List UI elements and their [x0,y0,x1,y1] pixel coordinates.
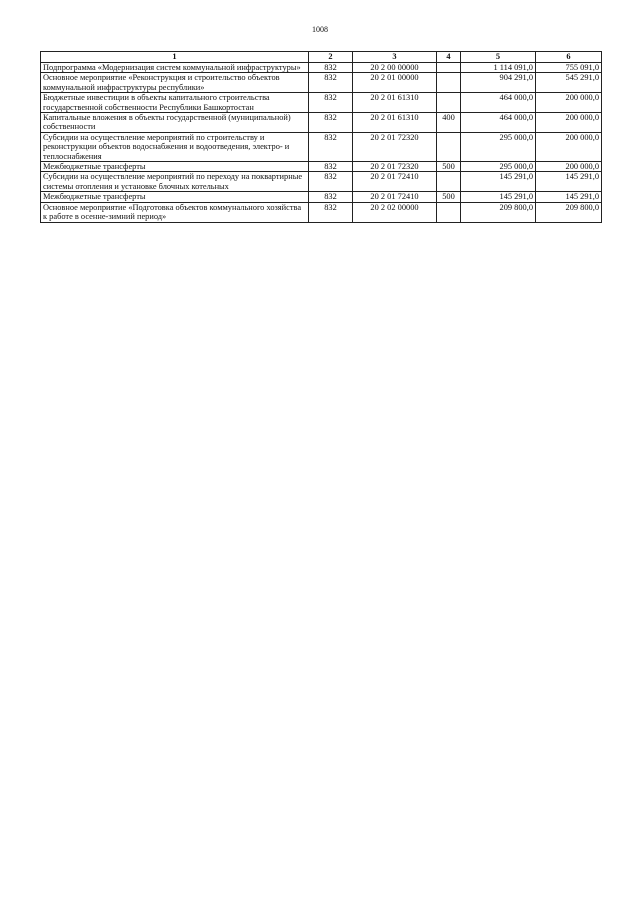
row-csr-cell: 20 2 01 72410 [353,192,437,202]
row-name-cell: Межбюджетные трансферты [41,192,309,202]
row-name-cell: Межбюджетные трансферты [41,162,309,172]
row-sum1-cell: 1 114 091,0 [461,63,536,73]
table-row [41,162,602,172]
row-sum2-cell: 200 000,0 [536,93,602,113]
table-body [41,63,602,223]
row-name-cell: Основное мероприятие «Реконструкция и строительство объектов коммунальной инфраструктуры республики» [41,73,309,93]
row-sum2-cell: 145 291,0 [536,192,602,202]
row-grbs-cell: 832 [309,202,353,222]
row-grbs-cell: 832 [309,113,353,133]
row-csr-cell: 20 2 01 00000 [353,73,437,93]
row-vr-cell [437,202,461,222]
row-vr-cell: 500 [437,192,461,202]
row-name-cell: Субсидии на осуществление мероприятий по переходу на поквартирные системы отопления и установке блочных котельных [41,172,309,192]
table-header [41,52,602,63]
row-grbs-cell: 832 [309,192,353,202]
table-row [41,113,602,133]
row-sum2-cell: 545 291,0 [536,73,602,93]
row-vr-cell [437,73,461,93]
column-header-csr: 3 [353,52,437,63]
row-sum2-cell: 200 000,0 [536,113,602,133]
row-sum2-cell: 209 800,0 [536,202,602,222]
row-vr-cell: 500 [437,162,461,172]
row-vr-cell [437,63,461,73]
row-sum1-cell: 464 000,0 [461,93,536,113]
column-header-sum-2: 6 [536,52,602,63]
row-name-cell: Капитальные вложения в объекты государственной (муниципальной) собственности [41,113,309,133]
row-grbs-cell: 832 [309,73,353,93]
row-grbs-cell: 832 [309,172,353,192]
table-row [41,63,602,73]
row-sum1-cell: 464 000,0 [461,113,536,133]
row-sum1-cell: 209 800,0 [461,202,536,222]
row-csr-cell: 20 2 00 00000 [353,63,437,73]
table-row [41,172,602,192]
row-vr-cell [437,132,461,161]
row-csr-cell: 20 2 01 72410 [353,172,437,192]
row-grbs-cell: 832 [309,132,353,161]
row-grbs-cell: 832 [309,93,353,113]
table-row [41,73,602,93]
row-name-cell: Бюджетные инвестиции в объекты капитального строительства государственной собственности Республики Башкортостан [41,93,309,113]
row-vr-cell [437,93,461,113]
table-row [41,93,602,113]
row-sum1-cell: 145 291,0 [461,172,536,192]
row-sum2-cell: 200 000,0 [536,162,602,172]
row-csr-cell: 20 2 01 61310 [353,113,437,133]
column-header-vr: 4 [437,52,461,63]
page-number: 1008 [312,25,328,34]
row-csr-cell: 20 2 02 00000 [353,202,437,222]
row-grbs-cell: 832 [309,162,353,172]
budget-table [40,51,602,223]
row-name-cell: Субсидии на осуществление мероприятий по строительству и реконструкции объектов водоснабжения и водоотведения, электро- и теплоснабжения [41,132,309,161]
row-sum1-cell: 295 000,0 [461,162,536,172]
header-row [41,52,602,63]
row-csr-cell: 20 2 01 61310 [353,93,437,113]
row-sum1-cell: 295 000,0 [461,132,536,161]
table-row [41,202,602,222]
row-sum1-cell: 145 291,0 [461,192,536,202]
row-csr-cell: 20 2 01 72320 [353,132,437,161]
row-sum1-cell: 904 291,0 [461,73,536,93]
row-sum2-cell: 145 291,0 [536,172,602,192]
row-vr-cell: 400 [437,113,461,133]
column-header-name: 1 [41,52,309,63]
row-sum2-cell: 755 091,0 [536,63,602,73]
column-header-sum-1: 5 [461,52,536,63]
table-row [41,132,602,161]
row-sum2-cell: 200 000,0 [536,132,602,161]
row-vr-cell [437,172,461,192]
row-name-cell: Основное мероприятие «Подготовка объектов коммунального хозяйства к работе в осенне-зимний период» [41,202,309,222]
row-csr-cell: 20 2 01 72320 [353,162,437,172]
column-header-grbs: 2 [309,52,353,63]
row-grbs-cell: 832 [309,63,353,73]
table-row [41,192,602,202]
row-name-cell: Подпрограмма «Модернизация систем коммунальной инфраструктуры» [41,63,309,73]
